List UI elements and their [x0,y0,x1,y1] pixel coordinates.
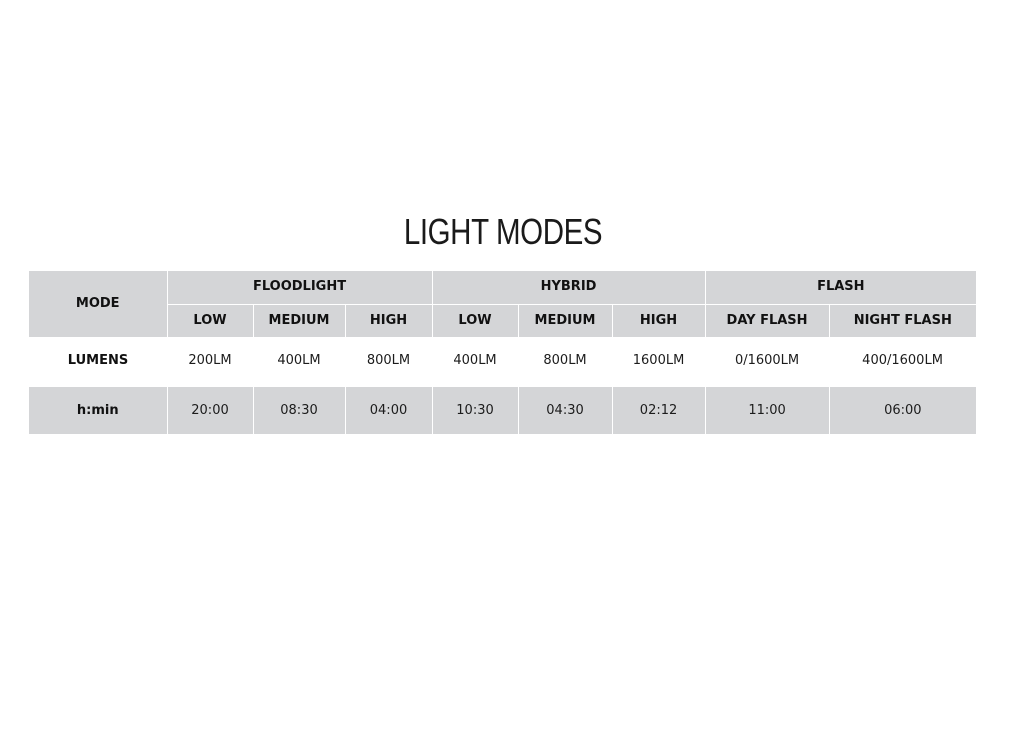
table-row-runtime [29,386,976,434]
table-cell: 400LM [277,353,321,368]
group-header-hybrid: HYBRID [432,271,705,304]
column-header: LOW [167,304,253,337]
column-header: MEDIUM [253,304,345,337]
table-cell: 06:00 [829,386,976,434]
column-header: NIGHT FLASH [829,304,976,337]
table-row-lumens [29,337,976,386]
table-cell: 400/1600LM [862,353,943,368]
table-cell: 200LM [188,353,232,368]
column-header: DAY FLASH [705,304,829,337]
group-header-flash: FLASH [705,271,976,304]
table-cell: 800LM [366,353,411,368]
table-cell: 20:00 [167,386,253,434]
row-label-runtime: h:min [29,386,167,434]
table-cell: 08:30 [253,386,345,434]
table-cell: 400LM [453,353,497,368]
table-cell: 11:00 [705,386,829,434]
table-cell: 0/1600LM [734,353,800,368]
table-cell: 04:30 [518,386,612,434]
page-title: LIGHT MODES [403,211,603,252]
column-header: MEDIUM [518,304,612,337]
column-header: HIGH [612,304,705,337]
group-header-floodlight: FLOODLIGHT [167,271,432,304]
mode-header-cell: MODE [29,271,167,337]
row-label-lumens: LUMENS [67,353,129,368]
table-cell: 04:00 [345,386,432,434]
table-cell: 02:12 [612,386,705,434]
table-cell: 1600LM [632,353,685,368]
table-cell: 10:30 [432,386,518,434]
column-header: LOW [432,304,518,337]
table-cell: 800LM [543,353,587,368]
light-modes-table [29,271,976,434]
column-header: HIGH [345,304,432,337]
